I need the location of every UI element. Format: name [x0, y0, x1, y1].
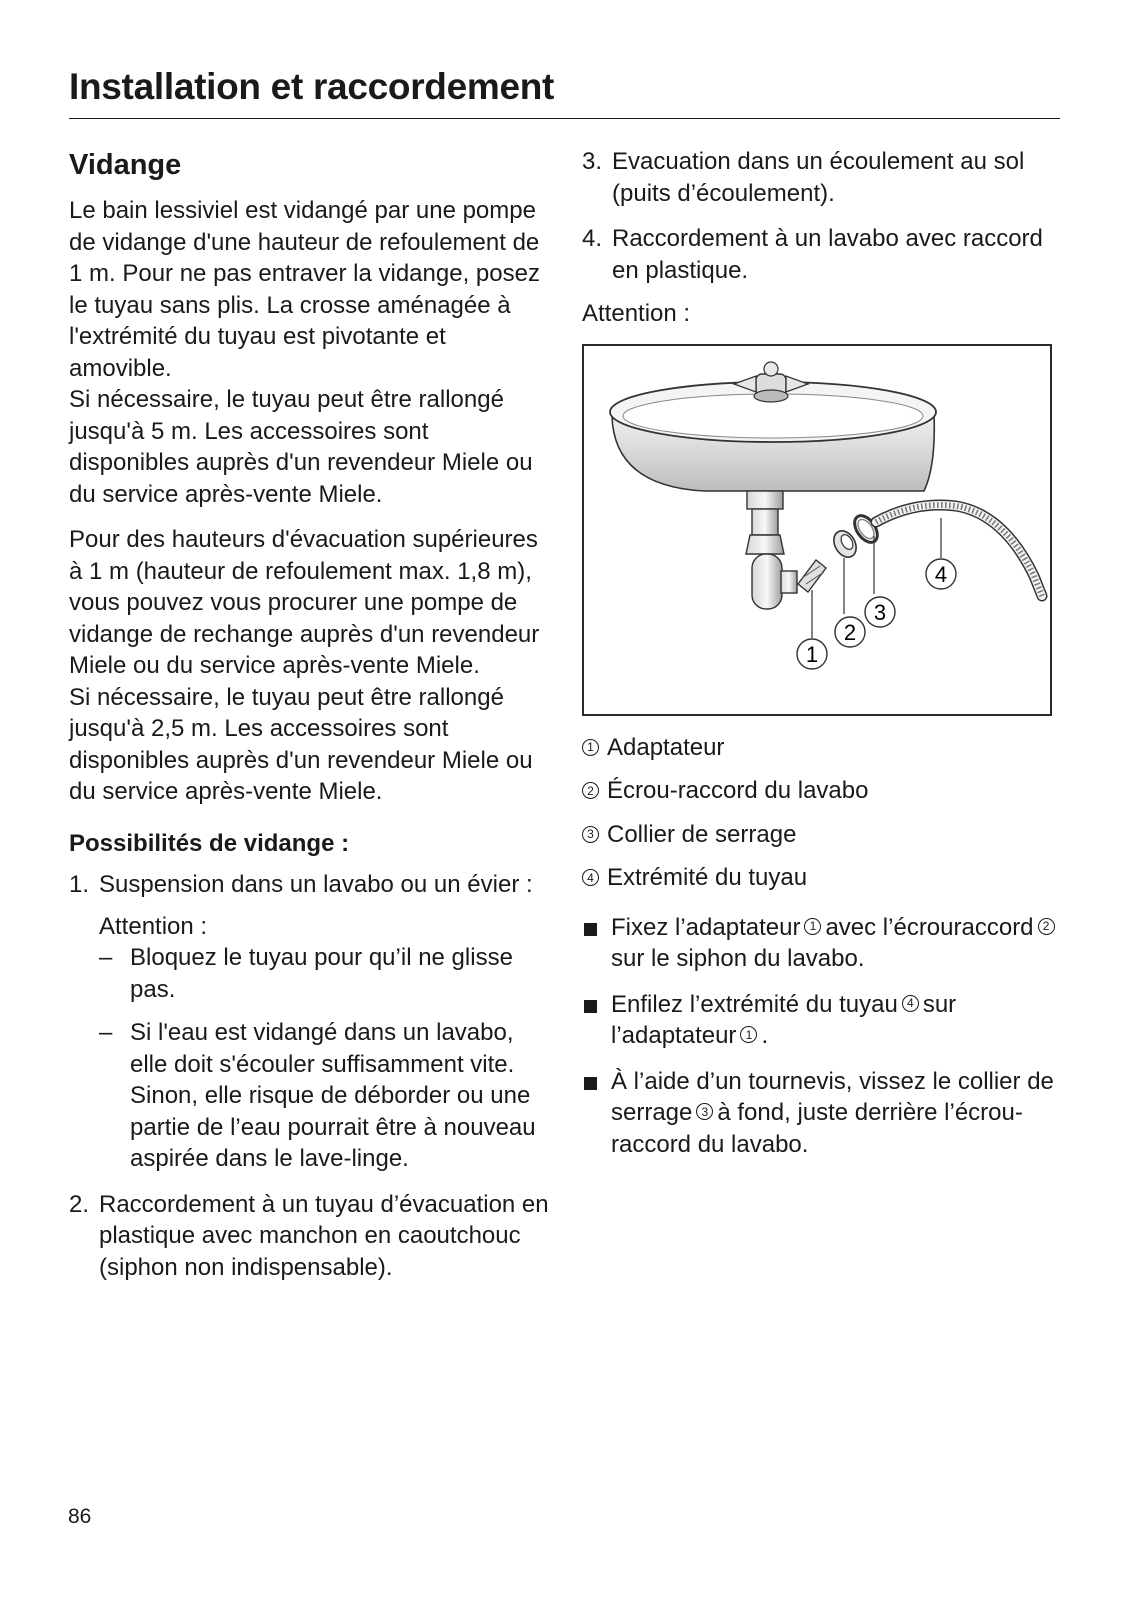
sink-illustration [584, 346, 1050, 714]
instruction-item [582, 912, 1062, 975]
page-number: 86 [68, 1505, 92, 1528]
section-title: Vidange [69, 149, 182, 181]
step-number: 4. [582, 225, 603, 252]
figure-legend [582, 732, 1062, 894]
legend-label: Écrou-raccord du lavabo [607, 777, 869, 804]
dash-mark: – [99, 1019, 113, 1046]
instruction-list [582, 912, 1062, 1161]
instruction-text: À l’aide d’un tournevis, vissez le collier de serrage [611, 1067, 1054, 1126]
drain-options-list [69, 869, 554, 1283]
title-divider [69, 118, 1060, 119]
legend-number: 2 [582, 782, 599, 799]
instruction-text: Enfilez l’extrémité du tuyau [611, 990, 898, 1018]
callout-4: 4 [934, 561, 948, 587]
step-number: 3. [582, 148, 603, 175]
right-column [582, 146, 1062, 1174]
step-number: 2. [69, 1190, 90, 1218]
step-text: Raccordement à un lavabo avec raccord en plastique. [612, 225, 1043, 284]
legend-item [582, 732, 1062, 764]
ref-number: 1 [740, 1026, 757, 1043]
drain-hose [876, 505, 1042, 596]
instruction-text: sur le siphon du lavabo. [611, 945, 865, 972]
ref-number: 3 [696, 1103, 713, 1120]
instruction-item [582, 1066, 1062, 1161]
step-number: 1. [69, 871, 90, 898]
list-item [582, 223, 1062, 286]
ref-number: 4 [902, 995, 919, 1012]
legend-label: Extrémité du tuyau [607, 864, 808, 891]
list-item [69, 1189, 554, 1284]
dash-text: Si l'eau est vidangé dans un lavabo, elle doit s'écouler suffisamment vite. Sinon, elle risque de déborder ou une partie de l’eau pourrait être à nouveau aspirée dans le lave-linge. [130, 1019, 536, 1172]
dash-list [99, 942, 554, 1175]
instruction-text: . [761, 1022, 769, 1049]
step-text: Evacuation dans un écoulement au sol (puits d’écoulement). [612, 148, 1025, 207]
bullet-square-icon [584, 1077, 597, 1090]
instruction-text: avec l’écrouraccord [825, 913, 1034, 941]
callout-1: 1 [805, 641, 819, 667]
paragraph: Si nécessaire, le tuyau peut être rallongé jusqu'à 5 m. Les accessoires sont disponibles auprès d'un revendeur Miele ou du service après-vente Miele. [69, 386, 533, 508]
legend-item [582, 819, 1062, 851]
legend-number: 1 [582, 739, 599, 756]
page-title: Installation et raccordement [69, 66, 555, 107]
instruction-text: à fond, juste derrière l’écrou-raccord du lavabo. [611, 1099, 1023, 1158]
list-item [582, 146, 1062, 209]
left-column [69, 145, 554, 1297]
ref-number: 2 [1038, 918, 1055, 935]
instruction-text: Fixez l’adaptateur [611, 913, 801, 941]
legend-label: Collier de serrage [607, 820, 797, 848]
paragraph: Le bain lessiviel est vidangé par une pompe de vidange d'une hauteur de refoulement de 1 m. Pour ne pas entraver la vidange, posez le tuyau sans plis. La crosse aménagée à l'extrémité du tuyau est pivotante et amovible. [69, 197, 540, 382]
legend-item [582, 775, 1062, 807]
instruction-item [582, 989, 1062, 1052]
bullet-square-icon [584, 923, 597, 936]
legend-number: 3 [582, 826, 599, 843]
dash-mark: – [99, 944, 113, 971]
legend-item [582, 862, 1062, 894]
list-item [69, 869, 554, 1175]
paragraph: Si nécessaire, le tuyau peut être rallongé jusqu'à 2,5 m. Les accessoires sont disponibles auprès d'un revendeur Miele ou du service après-vente Miele. [69, 683, 533, 805]
step-text: Raccordement à un tuyau d’évacuation en plastique avec manchon en caoutchouc (siphon non indispensable). [99, 1190, 549, 1281]
attention-label: Attention : [582, 300, 691, 327]
list-item [99, 1017, 554, 1175]
instruction-text: sur l’adaptateur [611, 990, 957, 1049]
siphon [746, 491, 797, 609]
callout-3: 3 [873, 599, 887, 625]
drain-options-heading: Possibilités de vidange : [69, 829, 350, 857]
drain-options-list-continued [582, 146, 1062, 286]
bullet-square-icon [584, 1000, 597, 1013]
dash-text: Bloquez le tuyau pour qu’il ne glisse pas. [130, 944, 513, 1003]
sink-connection-figure [582, 344, 1052, 716]
ref-number: 1 [804, 918, 821, 935]
paragraph: Pour des hauteurs d'évacuation supérieures à 1 m (hauteur de refoulement max. 1,8 m), vous pouvez vous procurer une pompe de vidange de rechange auprès d'un revendeur Miele ou du service après-vente Miele. [69, 526, 540, 679]
legend-number: 4 [582, 869, 599, 886]
adapter [798, 560, 826, 592]
attention-label: Attention : [99, 912, 208, 940]
list-item [99, 942, 554, 1005]
legend-label: Adaptateur [607, 733, 725, 761]
callout-2: 2 [843, 619, 857, 645]
step-text: Suspension dans un lavabo ou un évier : [99, 871, 533, 898]
